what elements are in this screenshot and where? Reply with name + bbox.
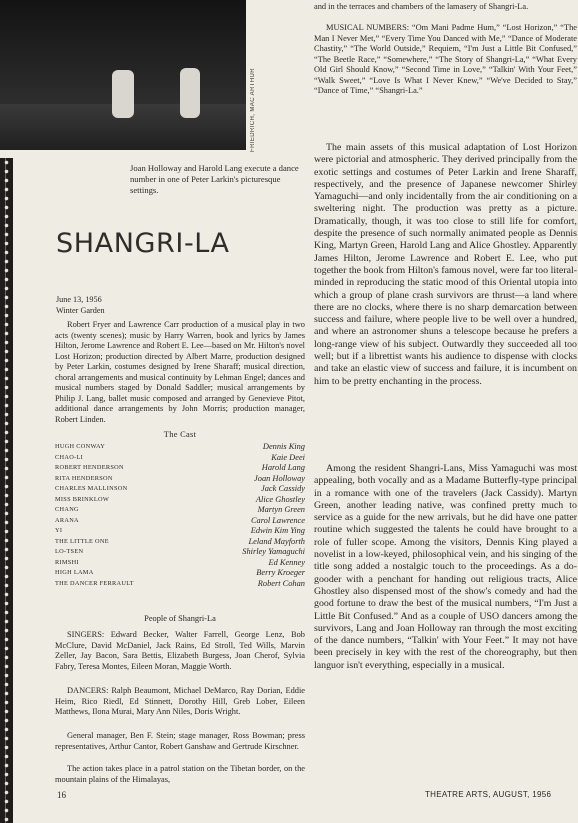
- cast-actor: Shirley Yamaguchi: [242, 547, 305, 556]
- cast-actor: Jack Cassidy: [261, 484, 305, 493]
- cast-list: [55, 442, 305, 589]
- cast-role: CHANG: [55, 506, 79, 513]
- cast-role: THE LITTLE ONE: [55, 537, 109, 545]
- cast-row: [55, 516, 305, 527]
- venue: Winter Garden: [56, 305, 105, 315]
- cast-row: [55, 442, 305, 453]
- cast-role: MISS BRINKLOW: [55, 495, 110, 503]
- cast-actor: Kaie Deei: [271, 452, 305, 462]
- cast-role: LO-TSEN: [55, 548, 84, 555]
- photo-credit: FRIEDRICH, MAC ARTHUR: [250, 68, 256, 152]
- cast-actor: Martyn Green: [257, 505, 305, 514]
- production-credits: Robert Fryer and Lawrence Carr production of a musical play in two acts (twenty scenes); music by Harry Warren, book and lyrics by James Hilton, Jerome Lawrence and Robert E. Lee—based on Mr. Hilton's novel Lost Horizon; production directed by Albert Marre, production designed by Peter Larkin, costumes designed by Irene Sharaff; musical direction, choral arrangements and musical continuity by Lehman Engel; dances and musical numbers staged by Donald Saddler; musical arrangements by Philip J. Lang, ballet music composed and arranged by Genevieve Pitot, additional dance arrangements by John Morris; production manager, Robert Linden.: [55, 320, 305, 424]
- singers-list: SINGERS: Edward Becker, Walter Farrell, George Lenz, Bob McClure, David McDaniel, Jack Rains, Ed Stroll, Ted Wills, Marvin Zeller, Jay Bacon, Sara Bettis, Elizabeth Burgess, Joan Cherof, Sylvia Fabry, Teresa Montes, Eileen Moran, Maggie Worth.: [55, 630, 305, 671]
- cast-role: RITA HENDERSON: [55, 474, 113, 482]
- cast-actor: Edwin Kim Ying: [250, 526, 305, 535]
- review-paragraph-2: Among the resident Shangri-Lans, Miss Yamaguchi was most appealing, both vocally and as a Madame Butterfly-type principal in a romance with one of the travelers (Jack Cassidy). Martyn Green, another leading native, was confined pretty much to service as a guide for the new arrivals, but he did have one patter routine which suggested the talents he could have brought to a role of fuller scope. Among the visitors, Dennis King played a novelist in a low-keyed, philosophical vein, and his singing of the title song added a nostalgic touch to the proceedings. As a do-gooder with a penchant for handing out religious tracts, Alice Ghostley also dispensed most of the show's comedy and had the good fortune to draw the best of the musical numbers, “I'm Just a Little Bit Confused.” And as a couple of USO dancers among the survivors, Lang and Joan Holloway ran through the most exciting of the dance numbers, “Talkin' with Your Feet.” It may not have been precisely in key with the rest of the choreography, but then languor isn't everything, especially in a musical.: [314, 463, 577, 671]
- opening-date: June 13, 1956: [56, 295, 102, 304]
- dancers-list: DANCERS: Ralph Beaumont, Michael DeMarco, Ray Dorian, Eddie Heim, Rico Riedl, Ed Stinnett, Dorothy Hill, Greb Lober, Eileen Matthews, Ilona Murai, Mary Ann Niles, Doris Wright.: [55, 686, 305, 716]
- page-title: SHANGRI-LA: [56, 228, 230, 259]
- cast-row: [55, 537, 305, 548]
- cast-actor: Harold Lang: [261, 463, 305, 472]
- cast-row: [55, 495, 305, 506]
- cast-role: CHARLES MALLINSON: [55, 485, 128, 492]
- dancer-figure-right: [180, 68, 200, 118]
- cast-row: [55, 474, 305, 485]
- performance-info: [56, 295, 105, 316]
- cast-row: [55, 579, 305, 590]
- cast-role: YI: [55, 527, 63, 534]
- cast-actor: Dennis King: [262, 442, 305, 451]
- people-heading: People of Shangri-La: [144, 614, 216, 623]
- cast-role: RIMSHI: [55, 558, 79, 566]
- photo-caption: Joan Holloway and Harold Lang execute a dance number in one of Peter Larkin's picturesque settings.: [130, 163, 299, 195]
- cast-role: CHAO-LI: [55, 453, 83, 461]
- review-paragraph-1: The main assets of this musical adaptation of Lost Horizon were pictorial and atmospheric. They derived principally from the exotic settings and costumes of Peter Larkin and Irene Sharaff, respectively, and the presence of Japanese newcomer Shirley Yamaguchi—and only incidentally from the air conditioning on a sweltering night. The production was pretty as a picture. Dramatically, though, it was too close to still life for comfort, despite the presence of such normally animated people as Dennis King, Martyn Green, Harold Lang and Alice Ghostley. Apparently James Hilton, Jerome Lawrence and Robert E. Lee, who put together the book from Hilton's famous novel, were far too literal-minded in reproducing the static mood of this Oriental utopia into which a group of plane crash survivors are thrust—a land where there are no clocks, where there is no sharp demarcation between success and failure, where people live to be well over a hundred, and where an astronomer shuns a telescope because he prefers a long-range view of his subject. Outwardly they succeeded all too well; but if a librettist wants his audience to dispense with clocks and take an elastic view of success and failure, it is incumbent on him to be pretty enchanting in the process.: [314, 142, 577, 387]
- page-number: 16: [57, 790, 66, 800]
- cast-actor: Robert Cohan: [257, 578, 305, 588]
- cast-actor: Carol Lawrence: [250, 515, 305, 525]
- cast-role: HUGH CONWAY: [55, 443, 106, 450]
- cast-actor: Leland Mayforth: [248, 536, 305, 546]
- cast-actor: Ed Kenney: [268, 557, 305, 567]
- cast-row: [55, 547, 305, 558]
- cast-actor: Joan Holloway: [254, 473, 305, 483]
- cast-row: [55, 463, 305, 474]
- production-photo: [0, 0, 246, 150]
- publication-footer: THEATRE ARTS, AUGUST, 1956: [425, 790, 552, 799]
- staff-credits: General manager, Ben F. Stein; stage manager, Ross Bowman; press representatives, Arthur Cantor, Robert Ganshaw and Gertrude Kirschner.: [55, 731, 305, 751]
- musical-numbers: MUSICAL NUMBERS: “Om Mani Padme Hum,” “Lost Horizon,” “The Man I Never Met,” “Every Time You Danced with Me,” “Dance of Moderate Chastity,” “The World Outside,” Requiem, “I'm Just a Little Bit Confused,” “The Beetle Race,” “Somewhere,” “The Story of Shangri-La,” “What Every Old Girl Should Know,” “Second Time in Love,” “Talkin' With Your Feet,” “Walk Sweet,” “Love Is What I Never Knew,” “We've Decided to Stay,” “Dance of Time,” “Shangri-La.”: [314, 23, 577, 95]
- setting-continued: and in the terraces and chambers of the lamasery of Shangri-La.: [314, 2, 529, 11]
- cast-actor: Berry Kroeger: [256, 568, 305, 577]
- cast-role: ROBERT HENDERSON: [55, 464, 124, 471]
- cast-actor: Alice Ghostley: [255, 494, 305, 504]
- cast-heading: The Cast: [163, 430, 197, 439]
- cast-role: THE DANCER FERRAULT: [55, 579, 134, 587]
- setting-description: The action takes place in a patrol station on the Tibetan border, on the mountain plains of the Himalayas,: [55, 764, 305, 784]
- decorative-border: [0, 158, 13, 823]
- cast-row: [55, 568, 305, 579]
- dancer-figure-left: [112, 70, 134, 118]
- cast-role: HIGH LAMA: [55, 569, 94, 576]
- cast-role: ARANA: [55, 516, 79, 524]
- cast-row: [55, 505, 305, 516]
- cast-row: [55, 526, 305, 537]
- cast-row: [55, 484, 305, 495]
- cast-row: [55, 558, 305, 569]
- cast-row: [55, 453, 305, 464]
